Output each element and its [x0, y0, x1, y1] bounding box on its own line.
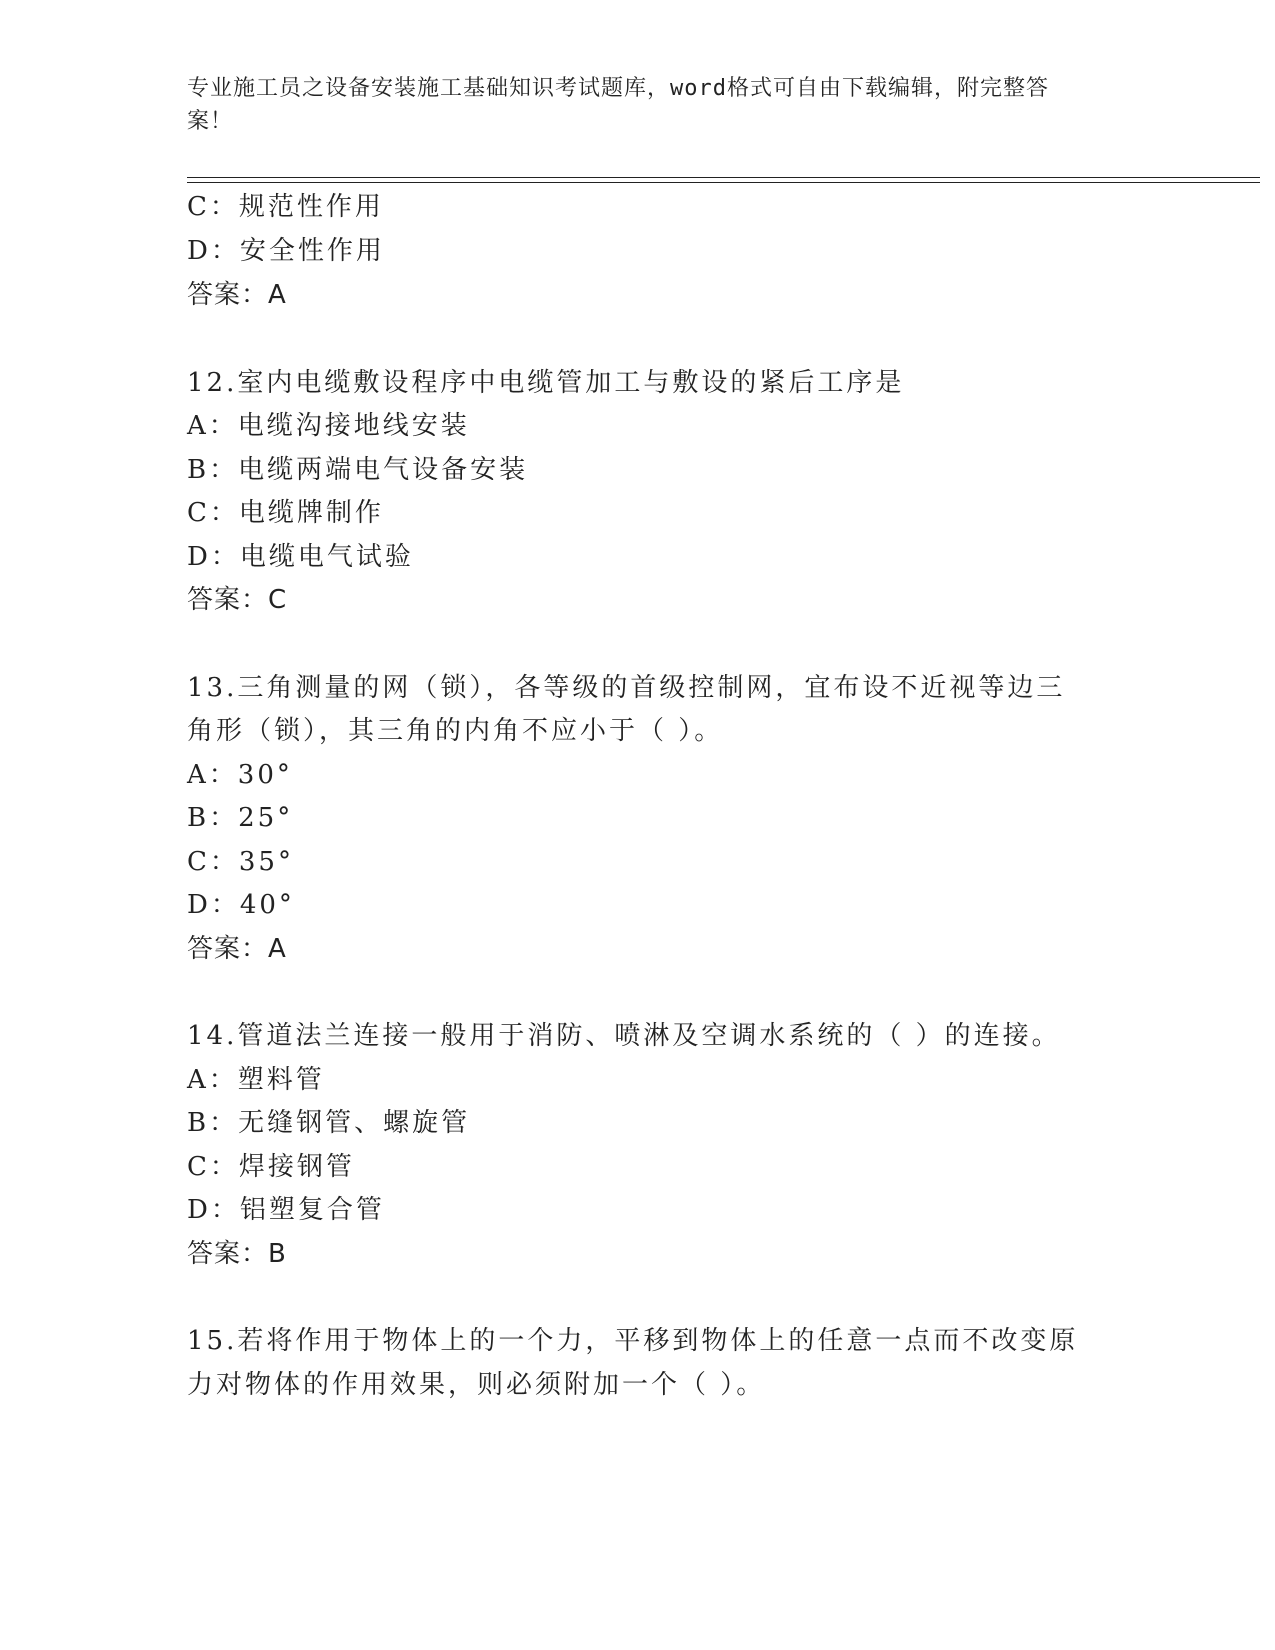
option-c: C：规范性作用: [187, 192, 384, 222]
question-14-text: 14.管道法兰连接一般用于消防、喷淋及空调水系统的（ ）的连接。: [187, 1021, 1061, 1051]
question-12-option-c: C：电缆牌制作: [187, 498, 384, 528]
question-13-text-line2: 角形（锁），其三角的内角不应小于（ ）。: [187, 716, 724, 746]
question-13-option-d: D：40°: [187, 890, 295, 920]
answer: 答案：A: [187, 280, 287, 310]
question-13-text-line1: 13.三角测量的网（锁），各等级的首级控制网，宜布设不近视等边三: [187, 673, 1066, 703]
question-13-option-c: C：35°: [187, 847, 294, 877]
question-13-option-b: B：25°: [187, 803, 294, 833]
question-14-option-b: B：无缝钢管、螺旋管: [187, 1108, 471, 1138]
header-divider-top: [187, 177, 1260, 178]
header-divider-bottom: [187, 182, 1260, 183]
question-15-text-line1: 15.若将作用于物体上的一个力，平移到物体上的任意一点而不改变原: [187, 1326, 1079, 1356]
question-13-answer: 答案：A: [187, 934, 287, 964]
question-12-option-d: D：电缆电气试验: [187, 542, 414, 572]
question-12-option-b: B：电缆两端电气设备安装: [187, 455, 529, 485]
question-12-answer: 答案：C: [187, 585, 288, 615]
question-13-option-a: A：30°: [187, 760, 293, 790]
question-12-option-a: A：电缆沟接地线安装: [187, 411, 470, 441]
question-14-answer: 答案：B: [187, 1239, 287, 1269]
question-14-option-c: C：焊接钢管: [187, 1152, 355, 1182]
question-14-option-d: D：铝塑复合管: [187, 1195, 385, 1225]
question-12-text: 12.室内电缆敷设程序中电缆管加工与敷设的紧后工序是: [187, 368, 905, 398]
question-15-text-line2: 力对物体的作用效果，则必须附加一个（ ）。: [187, 1370, 766, 1400]
question-14-option-a: A：塑料管: [187, 1065, 325, 1095]
document-header: 专业施工员之设备安装施工基础知识考试题库，word格式可自由下载编辑，附完整答案！: [187, 76, 1049, 134]
option-d: D：安全性作用: [187, 236, 385, 266]
